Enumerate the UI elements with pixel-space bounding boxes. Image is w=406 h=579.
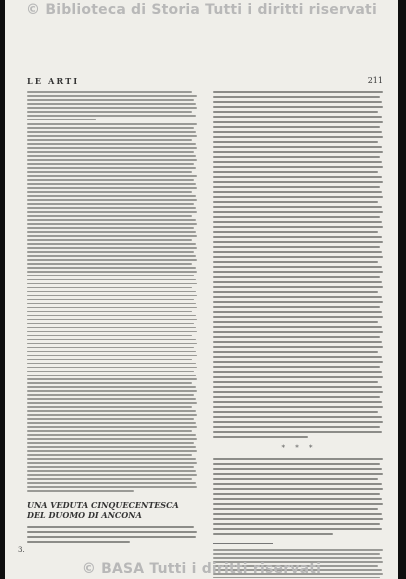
scanned-page	[5, 0, 398, 579]
body-paragraph	[213, 458, 385, 535]
footnote-small-text	[27, 91, 199, 492]
section-title: UNA VEDUTA CINQUECENTESCA DEL DUOMO DI ANCONA	[27, 499, 179, 520]
margin-mark: 3.	[18, 546, 25, 554]
watermark-bottom: © BASA Tutti i diritti riservati	[81, 561, 322, 577]
section-separator: * * *	[281, 444, 317, 452]
page-number: 211	[367, 76, 383, 85]
page-header	[27, 76, 385, 88]
watermark-top: © Biblioteca di Storia Tutti i diritti riservati	[26, 2, 377, 18]
running-head: LE ARTI	[27, 76, 80, 86]
body-paragraph	[213, 91, 385, 438]
left-column	[27, 90, 199, 547]
body-paragraph	[27, 526, 199, 543]
footnote-rule	[213, 543, 273, 544]
right-column	[213, 90, 385, 579]
